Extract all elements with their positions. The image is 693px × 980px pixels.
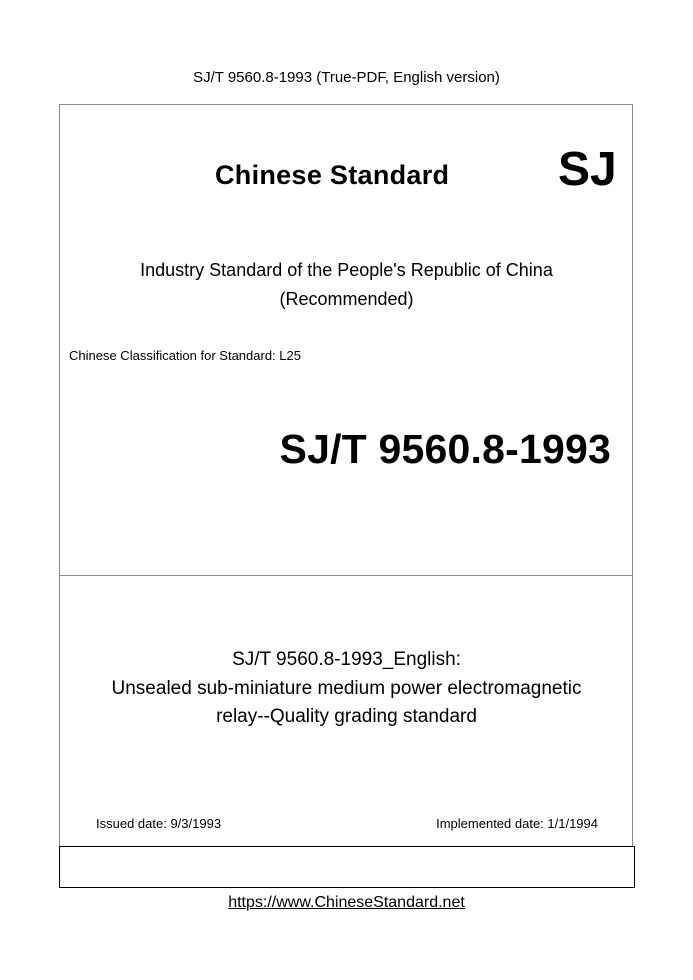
industry-standard-line: Industry Standard of the People's Republic of China (140, 260, 553, 280)
sj-brand-mark: SJ (558, 143, 617, 196)
chinese-standard-heading: Chinese Standard (215, 160, 450, 190)
footer-link-wrapper (0, 893, 693, 913)
classification-line: Chinese Classification for Standard: L25 (69, 348, 301, 363)
document-header: SJ/T 9560.8-1993 (True-PDF, English version) (193, 69, 500, 86)
footer-box (59, 846, 635, 888)
title-line-3: relay--Quality grading standard (216, 706, 477, 727)
recommended-label: (Recommended) (279, 289, 414, 309)
title-line-2: Unsealed sub-miniature medium power electromagnetic (111, 678, 582, 699)
implemented-date: Implemented date: 1/1/1994 (436, 816, 598, 831)
issued-date: Issued date: 9/3/1993 (96, 816, 222, 831)
title-line-1: SJ/T 9560.8-1993_English: (232, 649, 461, 670)
standard-code: SJ/T 9560.8-1993 (279, 426, 611, 472)
website-link[interactable]: https://www.ChineseStandard.net (228, 894, 465, 911)
